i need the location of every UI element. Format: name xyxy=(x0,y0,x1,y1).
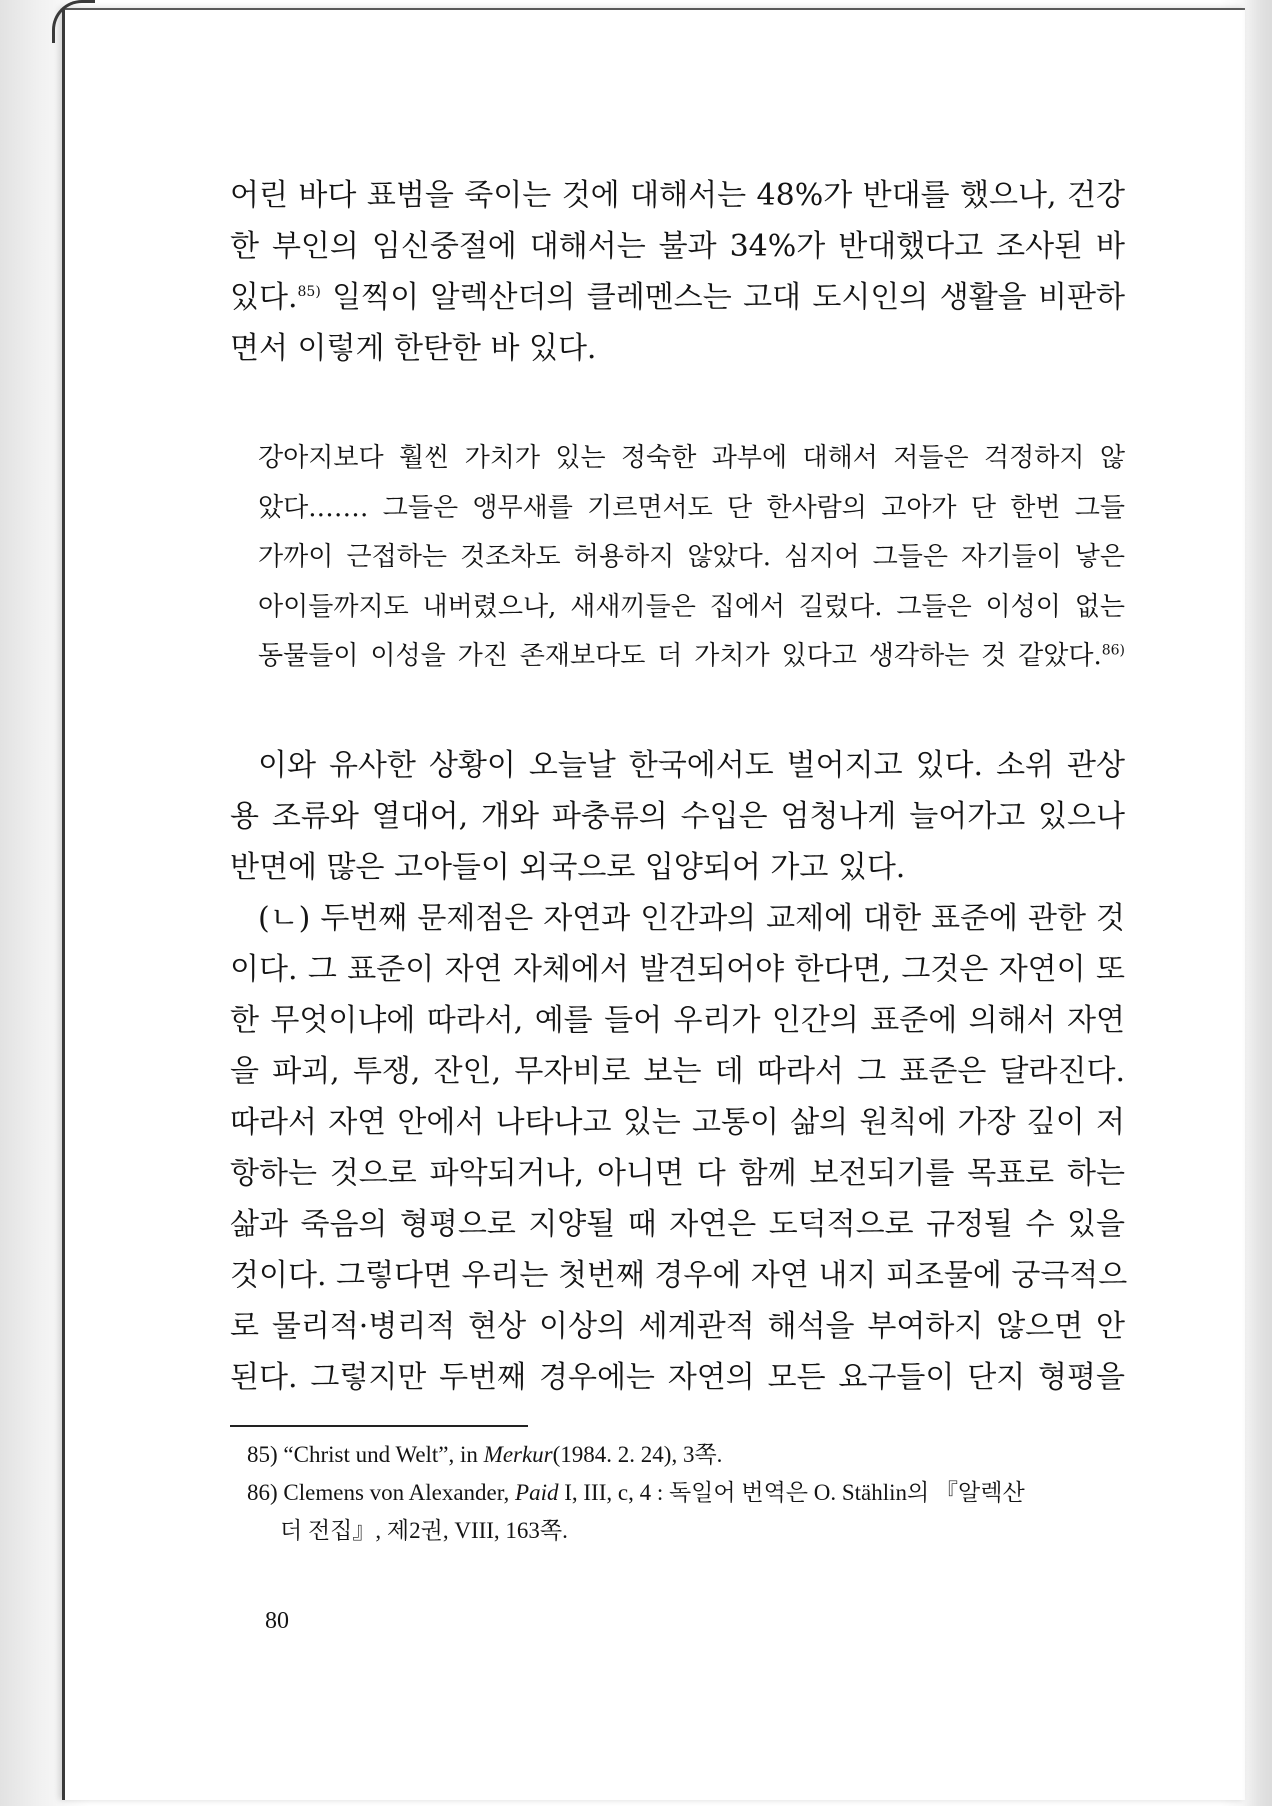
paragraph-1 xyxy=(230,170,1125,374)
quote-line: 아이들까지도 내버렸으나, 새새끼들은 집에서 길렀다. 그들은 이성이 없는 xyxy=(258,591,1125,622)
text-line: 한 무엇이냐에 따라서, 예를 들어 우리가 인간의 표준에 의해서 자연 xyxy=(230,1002,1125,1038)
text-fragment: 일찍이 알렉산더의 클레멘스는 고대 도시인의 생활을 비판하 xyxy=(332,280,1125,315)
footnote-number: 86) xyxy=(247,1480,278,1505)
footnote-text: “Christ und Welt”, in xyxy=(283,1442,484,1467)
footnote-text: I, III, c, 4 : 독일어 번역은 O. Stählin의 『알렉산 xyxy=(558,1480,1025,1505)
footnote-separator xyxy=(230,1425,528,1427)
footnote-italic: Paid xyxy=(515,1480,559,1505)
quote-line xyxy=(258,632,1125,682)
text-line: 반면에 많은 고아들이 외국으로 입양되어 가고 있다. xyxy=(230,849,906,885)
quote-line: 가까이 근접하는 것조차도 허용하지 않았다. 심지어 그들은 자기들이 낳은 xyxy=(258,542,1125,572)
text-fragment: 동물들이 이성을 가진 존재보다도 더 가치가 있다고 생각하는 것 같았다. xyxy=(258,641,1102,671)
footnote-ref-85: 85) xyxy=(297,284,321,300)
footnote-italic: Merkur xyxy=(483,1442,553,1467)
text-fragment: 있다. xyxy=(230,280,298,315)
text-line: (ㄴ) 두번째 문제점은 자연과 인간과의 교제에 대한 표준에 관한 것 xyxy=(258,900,1125,936)
footnotes xyxy=(247,1436,1127,1550)
text-line: 용 조류와 열대어, 개와 파충류의 수입은 엄청나게 늘어가고 있으나 xyxy=(230,798,1125,834)
page-number: 80 xyxy=(265,1608,289,1634)
paragraph-2 xyxy=(230,740,1125,893)
page-right-shadow xyxy=(1242,0,1272,1806)
footnote-86 xyxy=(247,1474,1127,1512)
page-body xyxy=(230,170,1128,1403)
text-line: 을 파괴, 투쟁, 잔인, 무자비로 보는 데 따라서 그 표준은 달라진다. xyxy=(230,1053,1125,1089)
block-quote xyxy=(258,434,1125,682)
text-line: 로 물리적·병리적 현상 이상의 세계관적 해석을 부여하지 않으면 안 xyxy=(230,1308,1125,1344)
quote-line: 았다.…… 그들은 앵무새를 기르면서도 단 한사람의 고아가 단 한번 그들 xyxy=(258,492,1125,523)
paragraph-3 xyxy=(230,893,1128,1403)
text-line: 어린 바다 표범을 죽이는 것에 대해서는 48%가 반대를 했으나, 건강 xyxy=(230,178,1125,213)
text-line: 면서 이렇게 한탄한 바 있다. xyxy=(230,331,597,366)
footnote-86-continuation: 더 전집』, 제2권, VIII, 163쪽. xyxy=(280,1518,568,1543)
footnote-text: Clemens von Alexander, xyxy=(283,1480,516,1505)
page-corner-curl xyxy=(52,0,95,43)
text-line xyxy=(230,272,1125,323)
quote-line: 강아지보다 훨씬 가치가 있는 정숙한 과부에 대해서 저들은 걱정하지 않 xyxy=(258,443,1125,473)
footnote-number: 85) xyxy=(247,1442,278,1467)
text-line: 삶과 죽음의 형평으로 지양될 때 자연은 도덕적으로 규정될 수 있을 xyxy=(230,1206,1125,1242)
text-line: 것이다. 그렇다면 우리는 첫번째 경우에 자연 내지 피조물에 궁극적으 xyxy=(230,1257,1128,1293)
text-line: 따라서 자연 안에서 나타나고 있는 고통이 삶의 원칙에 가장 깊이 저 xyxy=(230,1104,1125,1140)
text-line: 이다. 그 표준이 자연 자체에서 발견되어야 한다면, 그것은 자연이 또 xyxy=(230,951,1125,987)
text-line: 한 부인의 임신중절에 대해서는 불과 34%가 반대했다고 조사된 바 xyxy=(230,229,1125,264)
text-line: 항하는 것으로 파악되거나, 아니면 다 함께 보전되기를 목표로 하는 xyxy=(230,1155,1125,1191)
footnote-text: (1984. 2. 24), 3쪽. xyxy=(552,1442,723,1467)
footnote-ref-86: 86) xyxy=(1101,642,1125,659)
footnote-85 xyxy=(247,1436,1127,1474)
text-line: 된다. 그렇지만 두번째 경우에는 자연의 모든 요구들이 단지 형평을 xyxy=(230,1359,1125,1395)
text-line: 이와 유사한 상황이 오늘날 한국에서도 벌어지고 있다. 소위 관상 xyxy=(258,747,1125,783)
